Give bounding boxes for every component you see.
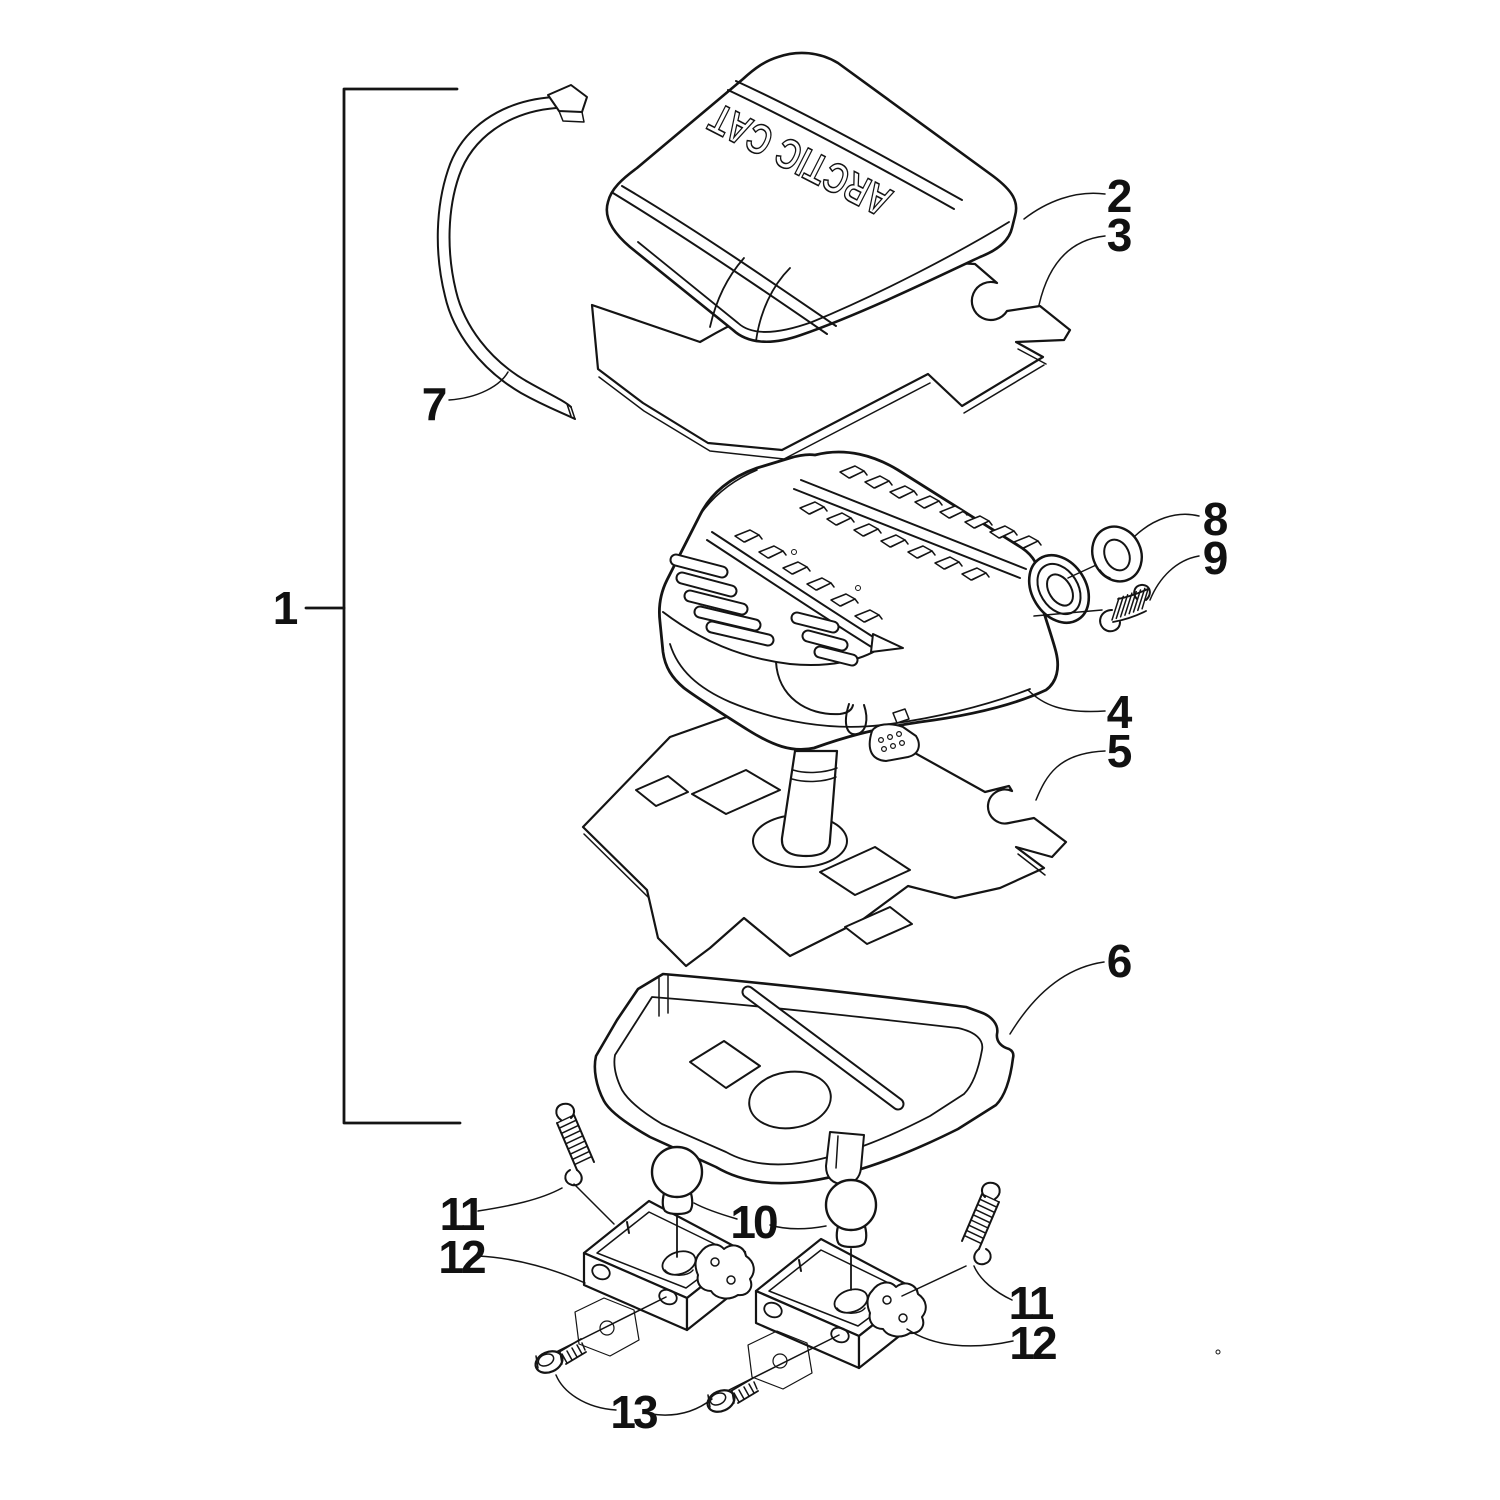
flange-bolt-left bbox=[532, 1339, 586, 1377]
spring-left bbox=[556, 1104, 594, 1186]
callout-12-right-label: 12 bbox=[1009, 1317, 1055, 1369]
brand-logo-text: ARCTIC CAT bbox=[642, 64, 899, 226]
callout-7-label: 7 bbox=[421, 378, 445, 430]
flange-bolt-right bbox=[704, 1378, 758, 1416]
spring-link-right bbox=[902, 1266, 966, 1296]
spring-right bbox=[962, 1183, 1000, 1265]
callout-3-label: 3 bbox=[1106, 209, 1130, 261]
spring-link-left bbox=[574, 1184, 614, 1224]
callout-4-label: 4 bbox=[1106, 686, 1130, 738]
callout-11-left-label: 11 bbox=[439, 1188, 483, 1240]
stray-dot bbox=[1216, 1350, 1220, 1354]
perforated-flap bbox=[870, 724, 919, 761]
lower-tray bbox=[595, 974, 1014, 1184]
callout-11-right-label: 11 bbox=[1008, 1277, 1052, 1329]
callout-12-left-label: 12 bbox=[438, 1231, 484, 1283]
callout-8-label: 8 bbox=[1202, 493, 1226, 545]
callout-1-label: 1 bbox=[272, 582, 296, 634]
callout-13-label: 13 bbox=[610, 1386, 656, 1438]
mount-bracket-right bbox=[756, 1239, 926, 1368]
callout-5-label: 5 bbox=[1106, 725, 1130, 777]
callout-10-label: 10 bbox=[730, 1196, 776, 1248]
callout-9-label: 9 bbox=[1202, 532, 1226, 584]
cable-tie-strap bbox=[438, 85, 587, 419]
callout-6-label: 6 bbox=[1106, 935, 1130, 987]
callout-2-label: 2 bbox=[1106, 170, 1130, 222]
